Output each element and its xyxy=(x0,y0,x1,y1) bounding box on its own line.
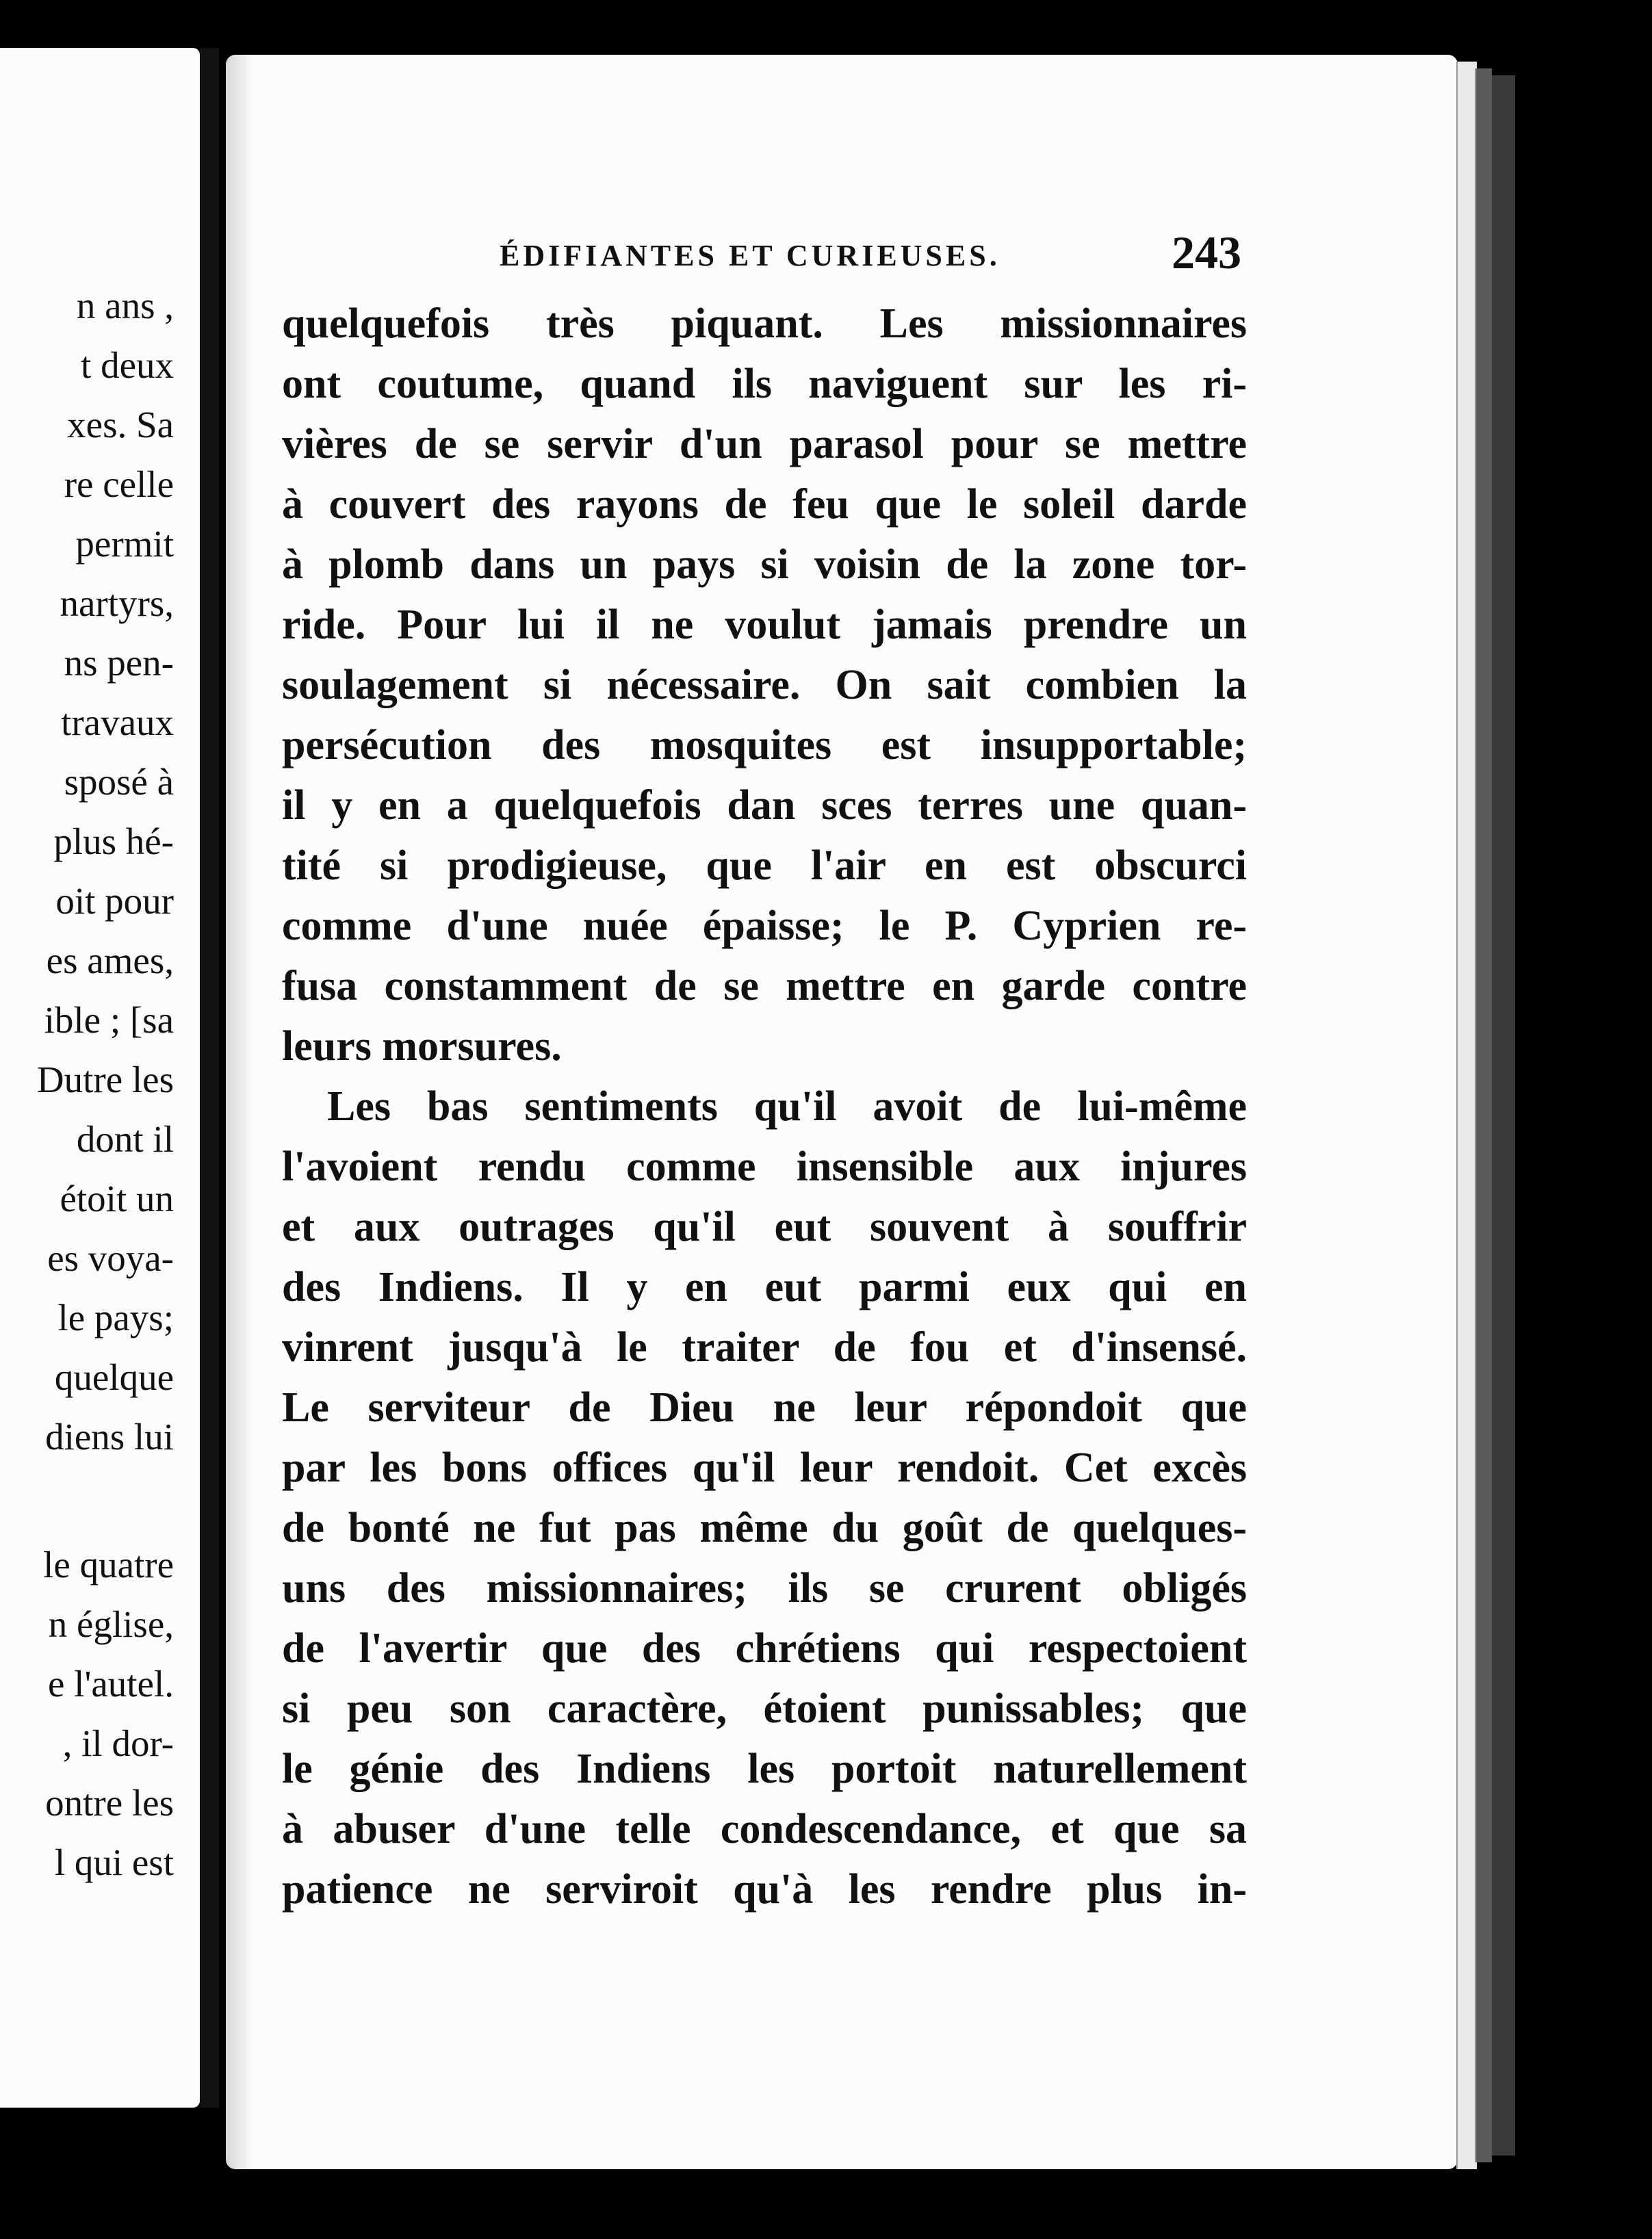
text-line: vières de se servir d'un parasol pour se mettre xyxy=(282,421,1247,467)
left-line: le quatre xyxy=(43,1544,174,1586)
page-edge xyxy=(1456,62,1477,2169)
left-line: le pays; xyxy=(57,1297,174,1338)
text-line: ride. Pour lui il ne voulut jamais prendre un xyxy=(282,601,1247,648)
left-line: plus hé- xyxy=(53,820,174,862)
left-line: dont il xyxy=(76,1118,174,1160)
left-line: es voya- xyxy=(47,1237,174,1279)
text-line: par les bons offices qu'il leur rendoit. Cet excès xyxy=(282,1445,1247,1491)
left-line: ns pen- xyxy=(64,642,174,684)
text-line: tité si prodigieuse, que l'air en est obscurci xyxy=(282,842,1247,889)
text-line: de l'avertir que des chrétiens qui respectoient xyxy=(282,1625,1247,1672)
text-line: patience ne serviroit qu'à les rendre plus in- xyxy=(282,1866,1247,1913)
text-line: soulagement si nécessaire. On sait combien la xyxy=(282,662,1247,708)
left-line: n ans , xyxy=(76,285,174,326)
running-head: ÉDIFIANTES ET CURIEUSES. xyxy=(500,239,1001,272)
left-line: travaux xyxy=(61,701,174,743)
left-line: t deux xyxy=(81,344,174,386)
text-line: des Indiens. Il y en eut parmi eux qui en xyxy=(282,1264,1247,1310)
text-line: quelquefois très piquant. Les missionnaires xyxy=(282,300,1247,347)
left-line: Dutre les xyxy=(36,1059,174,1100)
left-line: l qui est xyxy=(54,1841,174,1883)
text-line: et aux outrages qu'il eut souvent à souffrir xyxy=(282,1204,1247,1250)
text-line: à couvert des rayons de feu que le soleil darde xyxy=(282,481,1247,528)
text-line: de bonté ne fut pas même du goût de quelques- xyxy=(282,1505,1247,1551)
text-line: uns des missionnaires; ils se crurent obligés xyxy=(282,1565,1247,1612)
text-line: ont coutume, quand ils naviguent sur les ri- xyxy=(282,361,1247,407)
left-line: permit xyxy=(75,523,174,565)
text-line: si peu son caractère, étoient punissables; que xyxy=(282,1685,1247,1732)
left-line: ible ; [sa xyxy=(44,999,174,1041)
text-line: à abuser d'une telle condescendance, et que sa xyxy=(282,1806,1247,1852)
left-line: oit pour xyxy=(55,880,174,922)
text-line: leurs morsures. xyxy=(282,1023,562,1070)
text-line: fusa constamment de se mettre en garde contre xyxy=(282,963,1247,1009)
left-line: es ames, xyxy=(46,940,174,981)
left-page-fragment xyxy=(0,48,200,2108)
text-line: le génie des Indiens les portoit naturellement xyxy=(282,1746,1247,1792)
text-line: à plomb dans un pays si voisin de la zone tor- xyxy=(282,541,1247,588)
text-line: vinrent jusqu'à le traiter de fou et d'insensé. xyxy=(282,1324,1247,1371)
text-line: l'avoient rendu comme insensible aux injures xyxy=(282,1143,1247,1190)
text-line: Le serviteur de Dieu ne leur répondoit que xyxy=(282,1384,1247,1431)
left-line: ontre les xyxy=(45,1782,174,1824)
left-line: xes. Sa xyxy=(67,404,174,445)
text-line: persécution des mosquites est insupportable; xyxy=(282,722,1247,768)
left-line: diens lui xyxy=(45,1416,174,1458)
binding-gutter xyxy=(200,48,219,2108)
left-line: sposé à xyxy=(64,761,174,803)
book-cover-edge xyxy=(1492,75,1515,2156)
text-line: comme d'une nuée épaisse; le P. Cyprien re- xyxy=(282,903,1247,949)
left-line: nartyrs, xyxy=(60,582,174,624)
left-line: quelque xyxy=(54,1356,174,1398)
left-line: étoit un xyxy=(60,1178,174,1219)
paragraph-first-line: Les bas sentiments qu'il avoit de lui-même xyxy=(327,1083,1247,1130)
text-line: il y en a quelquefois dan sces terres une quan- xyxy=(282,782,1247,829)
page-number: 243 xyxy=(1172,227,1241,279)
page-edge xyxy=(1475,68,1492,2162)
left-line: , il dor- xyxy=(62,1722,174,1764)
left-line: re celle xyxy=(64,463,174,505)
binding-shadow xyxy=(226,55,253,2169)
left-line: n église, xyxy=(48,1603,174,1645)
left-line: e l'autel. xyxy=(48,1663,174,1705)
